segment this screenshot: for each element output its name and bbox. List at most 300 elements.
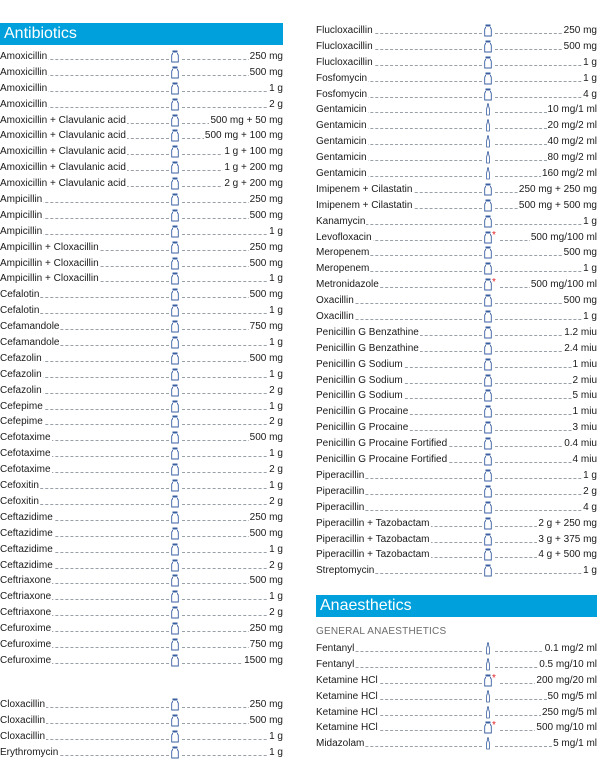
list-item [316,182,597,198]
vial-icon [171,511,179,524]
list-item [0,128,283,144]
vial-icon [484,278,492,291]
drug-name: Piperacillin [316,484,365,500]
drug-name: Piperacillin + Tazobactam [316,547,431,563]
drug-dose: 2 miu [572,373,597,389]
antibiotics-list-a [0,49,283,669]
drug-name: Cefotaxime [0,446,52,462]
vial-icon [484,342,492,355]
drug-name: Amoxicillin [0,81,48,97]
drug-name: Cefamandole [0,335,60,351]
list-item [0,208,283,224]
drug-name: Ketamine HCl [316,673,379,689]
ampoule-icon [484,706,492,719]
drug-dose: 1 g [582,563,597,579]
drug-name: Ceftriaxone [0,589,52,605]
vial-icon [171,209,179,222]
list-item [0,367,283,383]
dot-leader [495,81,596,82]
vial-icon [484,469,492,482]
dot-leader [495,494,596,495]
vial-icon [484,533,492,546]
list-item [0,65,283,81]
drug-dose: 500 mg/100 ml [530,230,597,246]
vial-icon [484,88,492,101]
list-item [316,705,597,721]
drug-dose: 2 g [268,462,283,478]
list-item [316,293,597,309]
drug-name: Penicillin G Procaine Fortified [316,452,448,468]
list-item [0,745,283,761]
asterisk-marker: * [492,229,496,241]
drug-name: Cefuroxime [0,621,52,637]
drug-name: Midazolam [316,736,365,752]
list-item [316,500,597,516]
drug-dose: 500 mg/10 ml [535,720,597,736]
drug-dose: 2 g + 250 mg [537,516,597,532]
drug-dose: 500 mg [249,430,283,446]
vial-icon [484,183,492,196]
drug-dose: 2 g + 200 mg [223,176,283,192]
drug-name: Amoxicillin + Clavulanic acid [0,176,127,192]
drug-dose: 1 g [268,446,283,462]
list-item [0,97,283,113]
vial-icon [484,548,492,561]
drug-name: Gentamicin [316,118,368,134]
list-item [316,420,597,436]
vial-icon [171,714,179,727]
vial-icon [171,50,179,63]
list-item [0,414,283,430]
drug-dose: 1 g [582,214,597,230]
drug-dose: 500 mg [249,65,283,81]
vial-icon [484,453,492,466]
dot-leader [495,573,596,574]
vial-icon [171,447,179,460]
drug-name: Oxacillin [316,293,355,309]
vial-icon [171,225,179,238]
drug-dose: 1 g [268,478,283,494]
drug-dose: 5 mg/1 ml [552,736,597,752]
dot-leader [182,393,282,394]
dot-leader [182,568,282,569]
drug-dose: 2 g [268,494,283,510]
list-item [316,261,597,277]
drug-name: Penicillin G Sodium [316,357,404,373]
drug-dose: 1 g [582,468,597,484]
drug-dose: 4 miu [572,452,597,468]
vial-icon [484,721,492,734]
drug-dose: 50 mg/5 ml [547,689,597,705]
drug-dose: 0.5 mg/10 ml [538,657,597,673]
vial-icon [171,495,179,508]
vial-icon [171,304,179,317]
list-item [316,341,597,357]
ampoule-icon [484,151,492,164]
drug-dose: 0.4 miu [563,436,597,452]
ampoule-icon [484,658,492,671]
vial-icon [484,72,492,85]
list-item [0,621,283,637]
drug-dose: 1 g [268,367,283,383]
drug-dose: 2.4 miu [563,341,597,357]
list-item [316,118,597,134]
vial-icon [484,262,492,275]
list-item [0,589,283,605]
dot-leader [182,313,282,314]
vial-icon [484,231,492,244]
vial-icon [484,294,492,307]
vial-icon [171,463,179,476]
dot-leader [495,224,596,225]
vial-icon [171,746,179,759]
drug-name: Ceftazidime [0,542,54,558]
drug-dose: 4 g + 500 mg [537,547,597,563]
list-item [0,478,283,494]
list-item [0,399,283,415]
drug-dose: 750 mg [249,637,283,653]
vial-icon [171,177,179,190]
asterisk-marker: * [492,672,496,684]
ampoule-icon [484,690,492,703]
vial-icon [171,82,179,95]
list-item [316,736,597,752]
vial-icon [171,574,179,587]
drug-dose: 1 g [268,745,283,761]
drug-dose: 1 g + 100 mg [223,144,283,160]
list-item [0,351,283,367]
list-item [0,510,283,526]
list-item [316,532,597,548]
drug-name: Ampicillin [0,224,43,240]
dot-leader [495,271,596,272]
list-item [316,214,597,230]
drug-name: Gentamicin [316,102,368,118]
drug-dose: 500 mg [249,351,283,367]
list-item [316,720,597,736]
list-item [0,303,283,319]
vial-icon [171,368,179,381]
drug-name: Streptomycin [316,563,375,579]
list-item [316,516,597,532]
dot-leader [182,281,282,282]
drug-name: Ketamine HCl [316,689,379,705]
vial-icon [484,40,492,53]
drug-name: Penicillin G Sodium [316,388,404,404]
drug-dose: 500 mg [249,208,283,224]
list-item [316,484,597,500]
drug-dose: 500 mg [563,39,597,55]
drug-name: Penicillin G Sodium [316,373,404,389]
drug-name: Flucloxacillin [316,39,374,55]
drug-name: Meropenem [316,261,370,277]
vial-icon [484,501,492,514]
drug-name: Amoxicillin [0,49,48,65]
drug-dose: 160 mg/2 ml [541,166,597,182]
drug-dose: 500 mg + 50 mg [209,113,283,129]
list-item [0,697,283,713]
vial-icon [484,674,492,687]
drug-name: Amoxicillin + Clavulanic acid [0,113,127,129]
list-item [316,689,597,705]
list-item [316,198,597,214]
antibiotics-list-b [0,697,283,761]
drug-name: Flucloxacillin [316,23,374,39]
drug-dose: 40 mg/2 ml [547,134,597,150]
list-item [0,713,283,729]
drug-name: Gentamicin [316,166,368,182]
section-header-anaesthetics: Anaesthetics [316,595,597,617]
vial-icon [484,564,492,577]
drug-dose: 250 mg [249,621,283,637]
dot-leader [182,345,282,346]
drug-dose: 500 mg + 100 mg [204,128,283,144]
list-item [0,430,283,446]
vial-icon [171,590,179,603]
list-item [316,39,597,55]
drug-dose: 2 g [582,484,597,500]
vial-icon [171,193,179,206]
vial-icon [171,384,179,397]
drug-name: Metronidazole [316,277,380,293]
list-item [0,558,283,574]
drug-name: Fosfomycin [316,71,368,87]
vial-icon [171,543,179,556]
drug-name: Gentamicin [316,150,368,166]
drug-name: Ceftazidime [0,558,54,574]
vial-icon [171,352,179,365]
drug-name: Cefoxitin [0,494,40,510]
list-item [0,271,283,287]
drug-dose: 500 mg [563,245,597,261]
vial-icon [171,622,179,635]
asterisk-marker: * [492,720,496,732]
drug-name: Ampicillin [0,208,43,224]
vial-icon [484,24,492,37]
asterisk-marker: * [492,277,496,289]
drug-name: Cefazolin [0,367,43,383]
drug-dose: 1 g [268,81,283,97]
dot-leader [182,91,282,92]
drug-name: Cefalotin [0,287,40,303]
vial-icon [171,730,179,743]
list-item [316,102,597,118]
list-item [0,383,283,399]
drug-name: Cefepime [0,399,44,415]
dot-leader [182,504,282,505]
vial-icon [171,698,179,711]
ampoule-icon [484,119,492,132]
drug-name: Penicillin G Benzathine [316,341,420,357]
drug-name: Amoxicillin + Clavulanic acid [0,128,127,144]
drug-name: Meropenem [316,245,370,261]
drug-dose: 500 mg [249,713,283,729]
drug-dose: 2 g [268,414,283,430]
drug-name: Cefazolin [0,383,43,399]
drug-name: Amoxicillin [0,65,48,81]
list-item [316,452,597,468]
drug-dose: 1 g [268,303,283,319]
vial-icon [484,485,492,498]
list-item [316,71,597,87]
vial-icon [171,415,179,428]
dot-leader [495,65,596,66]
drug-dose: 5 miu [572,388,597,404]
vial-icon [171,145,179,158]
dot-leader [182,107,282,108]
vial-icon [484,437,492,450]
drug-name: Penicillin G Benzathine [316,325,420,341]
drug-name: Ceftazidime [0,510,54,526]
drug-dose: 250 mg [249,240,283,256]
drug-name: Cefuroxime [0,637,52,653]
drug-dose: 1 g [268,271,283,287]
list-item [0,526,283,542]
ampoule-icon [484,135,492,148]
vial-icon [171,114,179,127]
drug-dose: 3 g + 375 mg [537,532,597,548]
drug-dose: 1500 mg [243,653,283,669]
drug-name: Penicillin G Procaine Fortified [316,436,448,452]
ampoule-icon [484,167,492,180]
antibiotics-list-c [316,23,597,579]
list-item [0,335,283,351]
vial-icon [484,199,492,212]
drug-dose: 1 miu [572,404,597,420]
drug-dose: 250 mg + 250 mg [518,182,597,198]
drug-name: Ceftriaxone [0,573,52,589]
drug-dose: 500 mg [249,573,283,589]
drug-name: Penicillin G Procaine [316,404,409,420]
drug-dose: 2 g [268,558,283,574]
dot-leader [182,377,282,378]
vial-icon [171,241,179,254]
vial-icon [171,336,179,349]
list-item [0,605,283,621]
vial-icon [171,129,179,142]
list-item [316,134,597,150]
drug-name: Penicillin G Procaine [316,420,409,436]
drug-dose: 2 g [268,605,283,621]
vial-icon [484,374,492,387]
list-item [316,357,597,373]
drug-dose: 250 mg/5 ml [541,705,597,721]
drug-name: Cefuroxime [0,653,52,669]
list-item [316,373,597,389]
dot-leader [495,510,596,511]
list-item [316,23,597,39]
ampoule-icon [484,737,492,750]
drug-dose: 1 g [268,399,283,415]
list-item [316,547,597,563]
list-item [316,673,597,689]
drug-name: Oxacillin [316,309,355,325]
dot-leader [182,599,282,600]
list-item [316,657,597,673]
drug-dose: 1 g [268,224,283,240]
drug-dose: 1 g [268,542,283,558]
vial-icon [484,56,492,69]
list-item [0,637,283,653]
drug-name: Piperacillin [316,500,365,516]
dot-leader [495,478,596,479]
drug-dose: 10 mg/1 ml [547,102,597,118]
list-item [0,176,283,192]
vial-icon [171,559,179,572]
vial-icon [484,326,492,339]
list-item [0,573,283,589]
list-item [0,160,283,176]
subheading-general-anaesthetics: GENERAL ANAESTHETICS [316,626,447,637]
dot-leader [182,488,282,489]
vial-icon [171,479,179,492]
list-item [0,224,283,240]
list-item [0,240,283,256]
drug-dose: 2 g [268,97,283,113]
list-item [0,113,283,129]
vial-icon [171,320,179,333]
drug-name: Imipenem + Cilastatin [316,198,413,214]
drug-name: Fosfomycin [316,87,368,103]
drug-dose: 1.2 miu [563,325,597,341]
drug-dose: 1 g [582,309,597,325]
list-item [0,144,283,160]
list-item [0,319,283,335]
list-item [316,150,597,166]
drug-dose: 1 g [582,71,597,87]
drug-name: Flucloxacillin [316,55,374,71]
dot-leader [495,319,596,320]
dot-leader [182,739,282,740]
list-item [0,653,283,669]
vial-icon [171,66,179,79]
drug-name: Amoxicillin + Clavulanic acid [0,144,127,160]
drug-name: Cefotaxime [0,462,52,478]
section-header-antibiotics: Antibiotics [0,23,283,45]
drug-dose: 1 g [268,729,283,745]
dot-leader [182,472,282,473]
vial-icon [484,517,492,530]
vial-icon [171,161,179,174]
drug-dose: 1 g [268,589,283,605]
drug-dose: 750 mg [249,319,283,335]
vial-icon [171,638,179,651]
drug-name: Piperacillin + Tazobactam [316,516,431,532]
ampoule-icon [484,642,492,655]
list-item [316,404,597,420]
drug-name: Ampicillin [0,192,43,208]
drug-name: Erythromycin [0,745,59,761]
drug-dose: 500 mg [249,256,283,272]
dot-leader [495,97,596,98]
list-item [316,388,597,404]
vial-icon [484,389,492,402]
drug-name: Ceftriaxone [0,605,52,621]
list-item [316,641,597,657]
drug-dose: 1 g [582,55,597,71]
drug-name: Imipenem + Cilastatin [316,182,413,198]
vial-icon [171,527,179,540]
drug-dose: 250 mg [249,510,283,526]
drug-dose: 500 mg/100 ml [530,277,597,293]
list-item [0,542,283,558]
drug-name: Cloxacillin [0,729,46,745]
drug-name: Ketamine HCl [316,705,379,721]
dot-leader [182,615,282,616]
drug-name: Piperacillin [316,468,365,484]
drug-dose: 250 mg [249,697,283,713]
list-item [0,729,283,745]
